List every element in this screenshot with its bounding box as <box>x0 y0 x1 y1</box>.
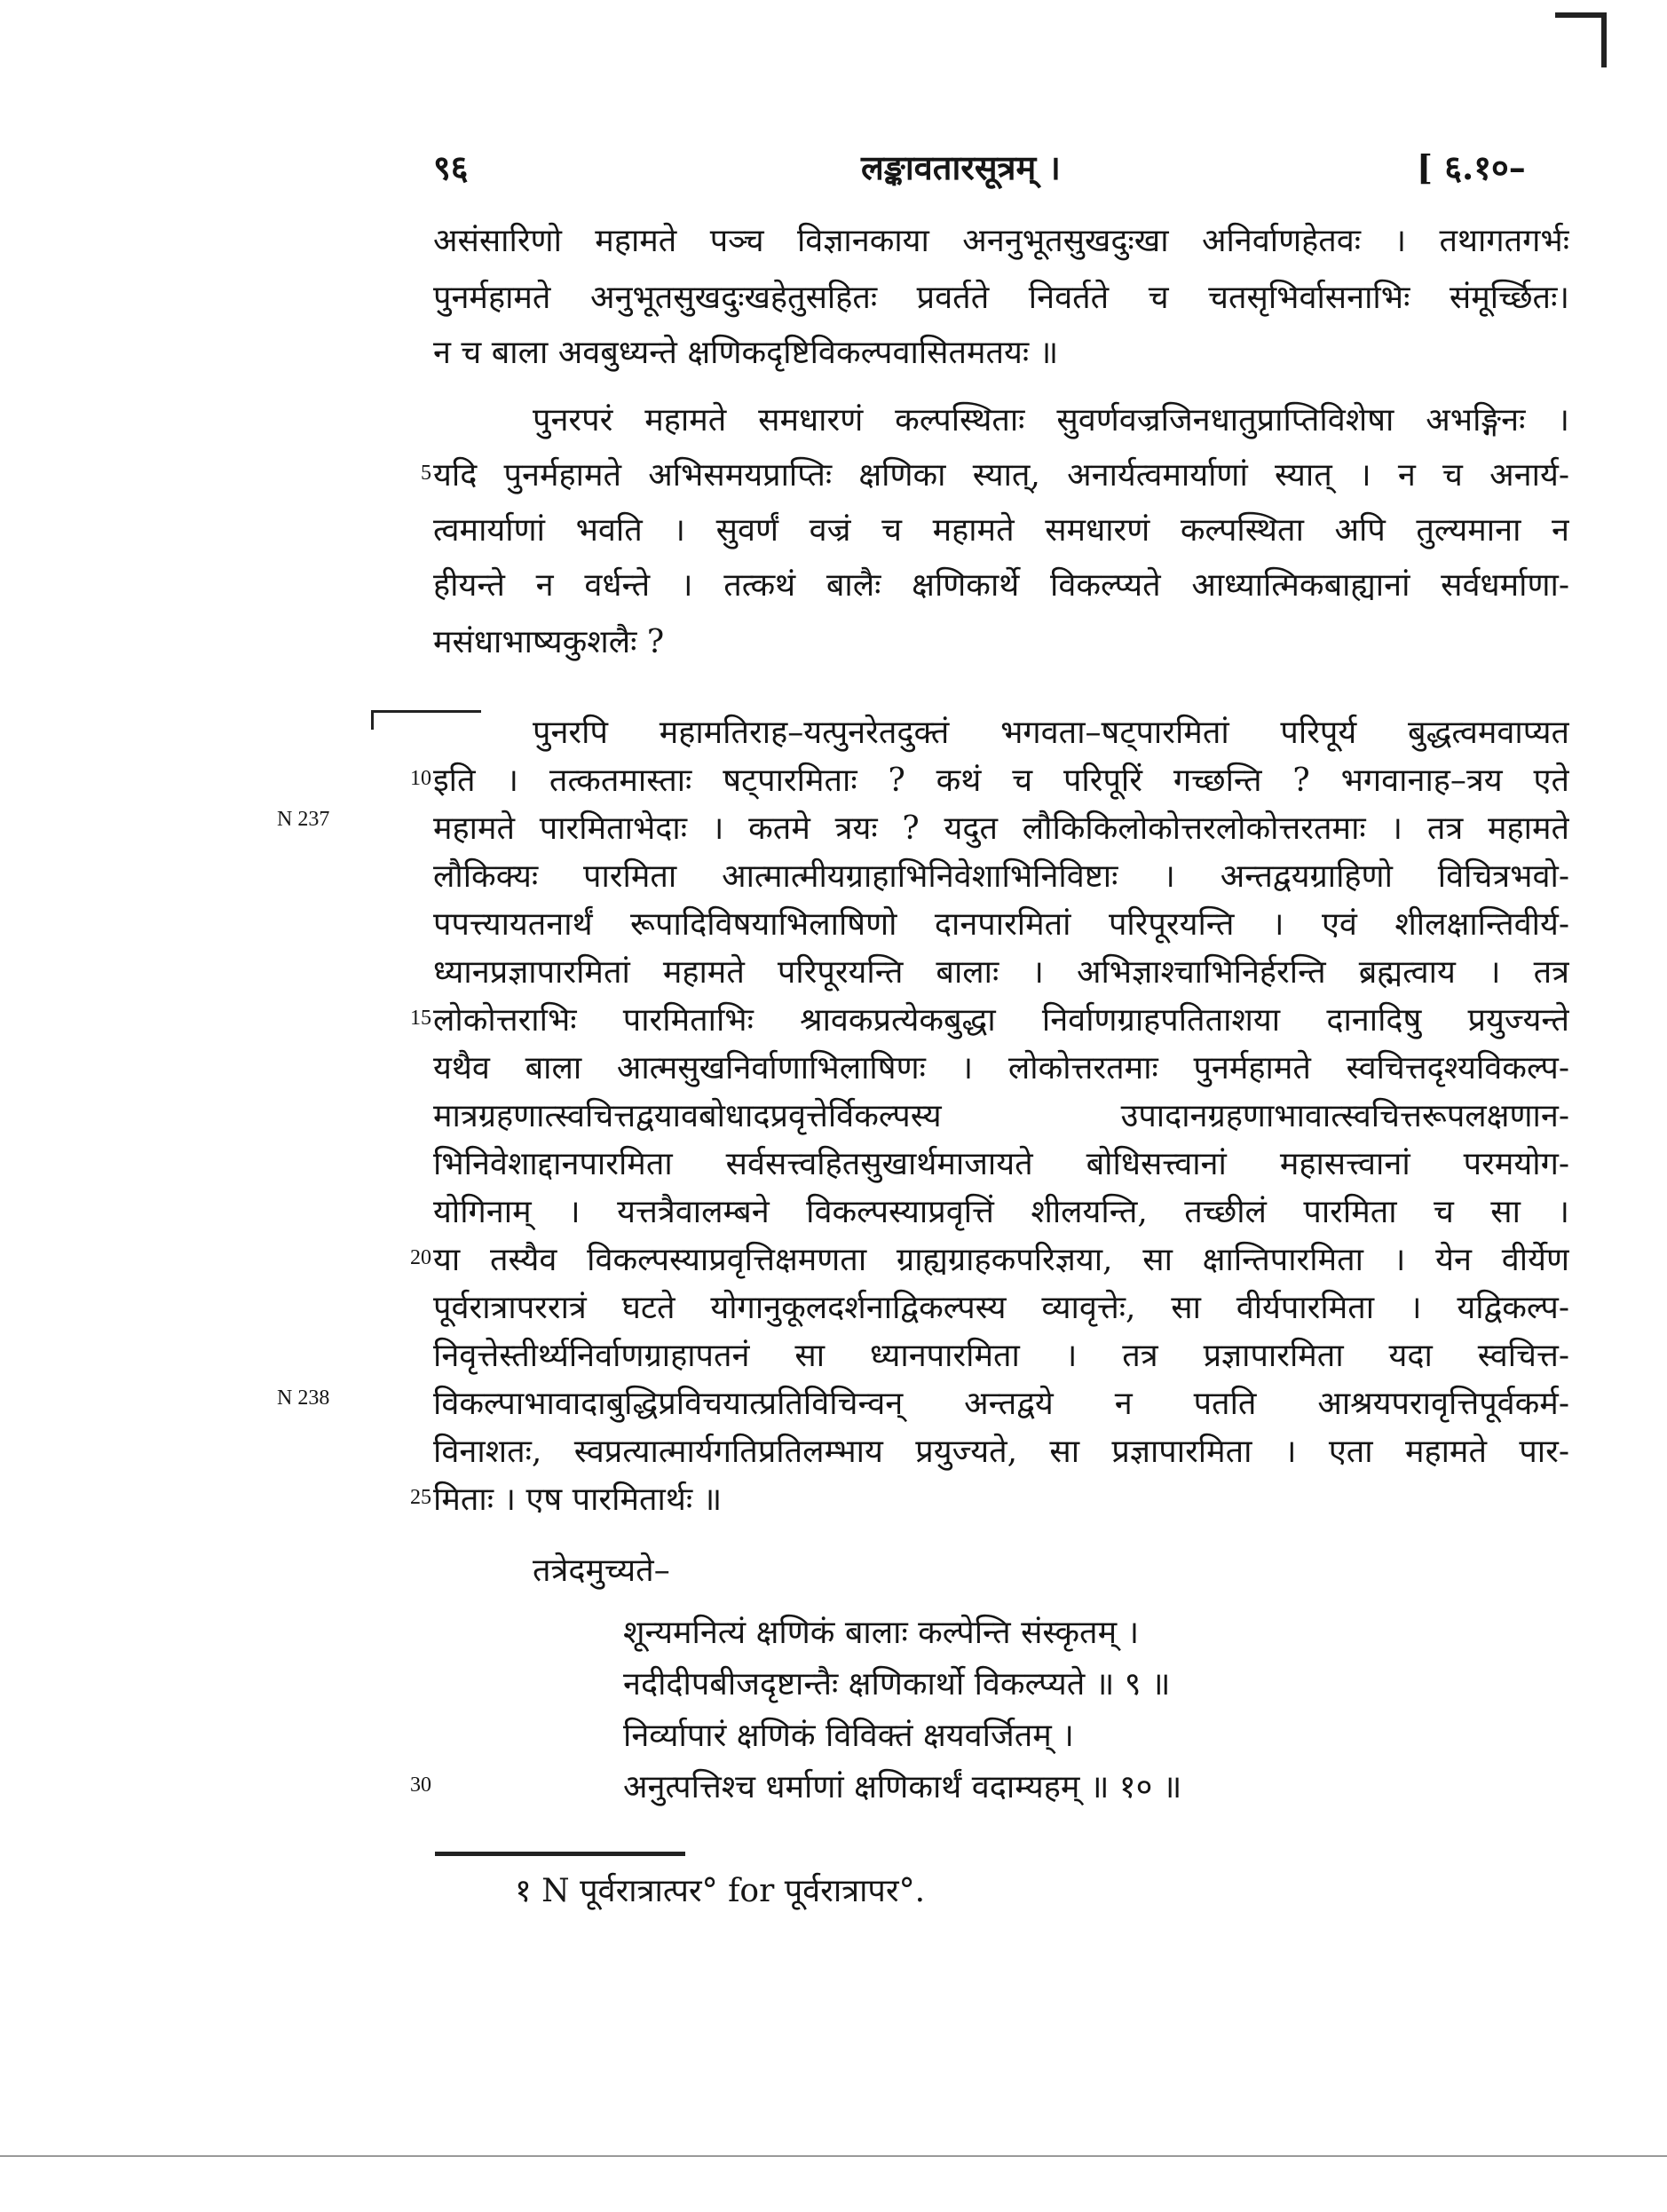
line-number: 25 <box>410 1486 431 1509</box>
text-line: मसंधाभाष्यकुशलैः ? <box>433 624 665 660</box>
text-line: इति । तत्कतमास्ताः षट्पारमिताः ? कथं च परिपूरिं गच्छन्ति ? भगवानाह–त्रय एते <box>433 762 1569 799</box>
corner-mark <box>1555 12 1607 18</box>
text-line: या तस्यैव विकल्पस्याप्रवृत्तिक्षमणता ग्राह्यग्राहकपरिज्ञया, सा क्षान्तिपारमिता । येन वीर्येण <box>433 1242 1569 1278</box>
text-line: पुनरपरं महामते समधारणं कल्पस्थिताः सुवर्णवज्रजिनधातुप्राप्तिविशेषा अभङ्गिनः । <box>533 402 1569 438</box>
text-line: महामते पारमिताभेदाः । कतमे त्रयः ? यदुत लौकिकिलोकोत्तरलोकोत्तरतमाः । तत्र महामते <box>433 810 1569 847</box>
verse-line: अनुत्पत्तिश्च धर्माणां क्षणिकार्थं वदाम्यहम् ॥ १० ॥ <box>623 1769 1182 1805</box>
text-line: पुनरपि महामतिराह–यत्पुनरेतदुक्तं भगवता–षट्पारमितां परिपूर्य बुद्धत्वमवाप्यत <box>533 715 1569 751</box>
line-number: 15 <box>410 1007 431 1030</box>
text-line: असंसारिणो महामते पञ्च विज्ञानकाया अननुभूतसुखदुःखा अनिर्वाणहेतवः । तथागतगर्भः <box>433 223 1569 259</box>
line-number: 30 <box>410 1774 431 1797</box>
page-number: ९६ <box>433 147 469 187</box>
corner-mark-vertical <box>1601 12 1607 67</box>
line-number: 5 <box>421 462 431 485</box>
text-line: लौकिक्यः पारमिता आत्मात्मीयग्राहाभिनिवेशाभिनिविष्टाः । अन्तद्वयग्राहिणो विचित्रभवो- <box>433 858 1569 895</box>
text-line: विकल्पाभावादाबुद्धिप्रविचयात्प्रतिविचिन्वन् अन्तद्वये न पतति आश्रयपरावृत्तिपूर्वकर्म- <box>433 1386 1569 1422</box>
text-line: न च बाला अवबुध्यन्ते क्षणिकदृष्टिविकल्पवासितमतयः ॥ <box>433 335 1059 371</box>
text-line: विनाशतः, स्वप्रत्यात्मार्यगतिप्रतिलम्भाय प्रयुज्यते, सा प्रज्ञापारमिता । एता महामते पार- <box>433 1434 1569 1470</box>
text-line: ध्यानप्रज्ञापारमितां महामते परिपूरयन्ति बालाः । अभिज्ञाश्चाभिनिर्हरन्ति ब्रह्मत्वाय । तत्र <box>433 954 1569 991</box>
text-line: यदि पुनर्महामते अभिसमयप्राप्तिः क्षणिका स्यात्, अनार्यत्वमार्याणां स्यात् । न च अनार्य- <box>433 457 1569 494</box>
text-line: योगिनाम् । यत्तत्रैवालम्बने विकल्पस्याप्रवृत्तिं शीलयन्ति, तच्छीलं पारमिता च सा । <box>433 1194 1569 1230</box>
line-number: 10 <box>410 767 431 790</box>
text-line: मात्रग्रहणात्स्वचित्तद्वयावबोधादप्रवृत्तेर्विकल्पस्य उपादानग्रहणाभावात्स्वचित्तरूपलक्षणान- <box>433 1098 1569 1134</box>
text-line: पूर्वरात्रापररात्रं घटते योगानुकूलदर्शनाद्विकल्पस्य व्यावृत्तेः, सा वीर्यपारमिता । यद्विकल्प- <box>433 1290 1569 1326</box>
verse-line: शून्यमनित्यं क्षणिकं बालाः कल्पेन्ति संस्कृतम् । <box>623 1615 1140 1651</box>
text-line: त्वमार्याणां भवति । सुवर्णं वज्रं च महामते समधारणं कल्पस्थिता अपि तुल्यमाना न <box>433 512 1569 549</box>
verse-intro: तत्रेदमुच्यते– <box>533 1552 670 1589</box>
verse-line: नदीदीपबीजदृष्टान्तैः क्षणिकार्थो विकल्प्यते ॥ ९ ॥ <box>623 1666 1171 1702</box>
text-line: पुनर्महामते अनुभूतसुखदुःखहेतुसहितः प्रवर्तते निवर्तते च चतसृभिर्वासनाभिः संमूर्च्छितः। <box>433 280 1569 316</box>
margin-note-n238: N 238 <box>277 1386 330 1410</box>
running-title: लङ्कावतारसूत्रम् । <box>861 147 1061 187</box>
text-line: मिताः । एष पारमितार्थः ॥ <box>433 1481 723 1518</box>
section-marker: [ ६.१०– <box>1417 147 1526 187</box>
text-line: निवृत्तेस्तीर्थ्यनिर्वाणग्राहापतनं सा ध्यानपारमिता । तत्र प्रज्ञापारमिता यदा स्वचित्त- <box>433 1338 1569 1374</box>
line-number: 20 <box>410 1246 431 1269</box>
page-bottom-rule <box>0 2155 1667 2157</box>
text-line: हीयन्ते न वर्धन्ते । तत्कथं बालैः क्षणिकार्थे विकल्प्यते आध्यात्मिकबाह्यानां सर्वधर्माणा- <box>433 567 1569 604</box>
text-line: यथैव बाला आत्मसुखनिर्वाणाभिलाषिणः । लोकोत्तरतमाः पुनर्महामते स्वचित्तदृश्यविकल्प- <box>433 1050 1569 1086</box>
footnote-rule <box>435 1852 685 1856</box>
text-line: पपत्त्यायतनार्थं रूपादिविषयाभिलाषिणो दानपारमितां परिपूरयन्ति । एवं शीलक्षान्तिवीर्य- <box>433 906 1569 943</box>
footnote: १ N पूर्वरात्रात्पर° for पूर्वरात्रापर°. <box>515 1873 926 1909</box>
bracket-mark-vertical <box>371 710 374 730</box>
verse-line: निर्व्यापारं क्षणिकं विविक्तं क्षयवर्जितम् । <box>623 1718 1074 1754</box>
text-line: भिनिवेशाद्दानपारमिता सर्वसत्त्वहितसुखार्थमाजायते बोधिसत्त्वानां महासत्त्वानां परमयोग- <box>433 1146 1569 1182</box>
text-line: लोकोत्तराभिः पारमिताभिः श्रावकप्रत्येकबुद्धा निर्वाणग्राहपतिताशया दानादिषु प्रयुज्यन्ते <box>433 1002 1569 1039</box>
bracket-mark <box>371 710 481 713</box>
margin-note-n237: N 237 <box>277 808 330 831</box>
